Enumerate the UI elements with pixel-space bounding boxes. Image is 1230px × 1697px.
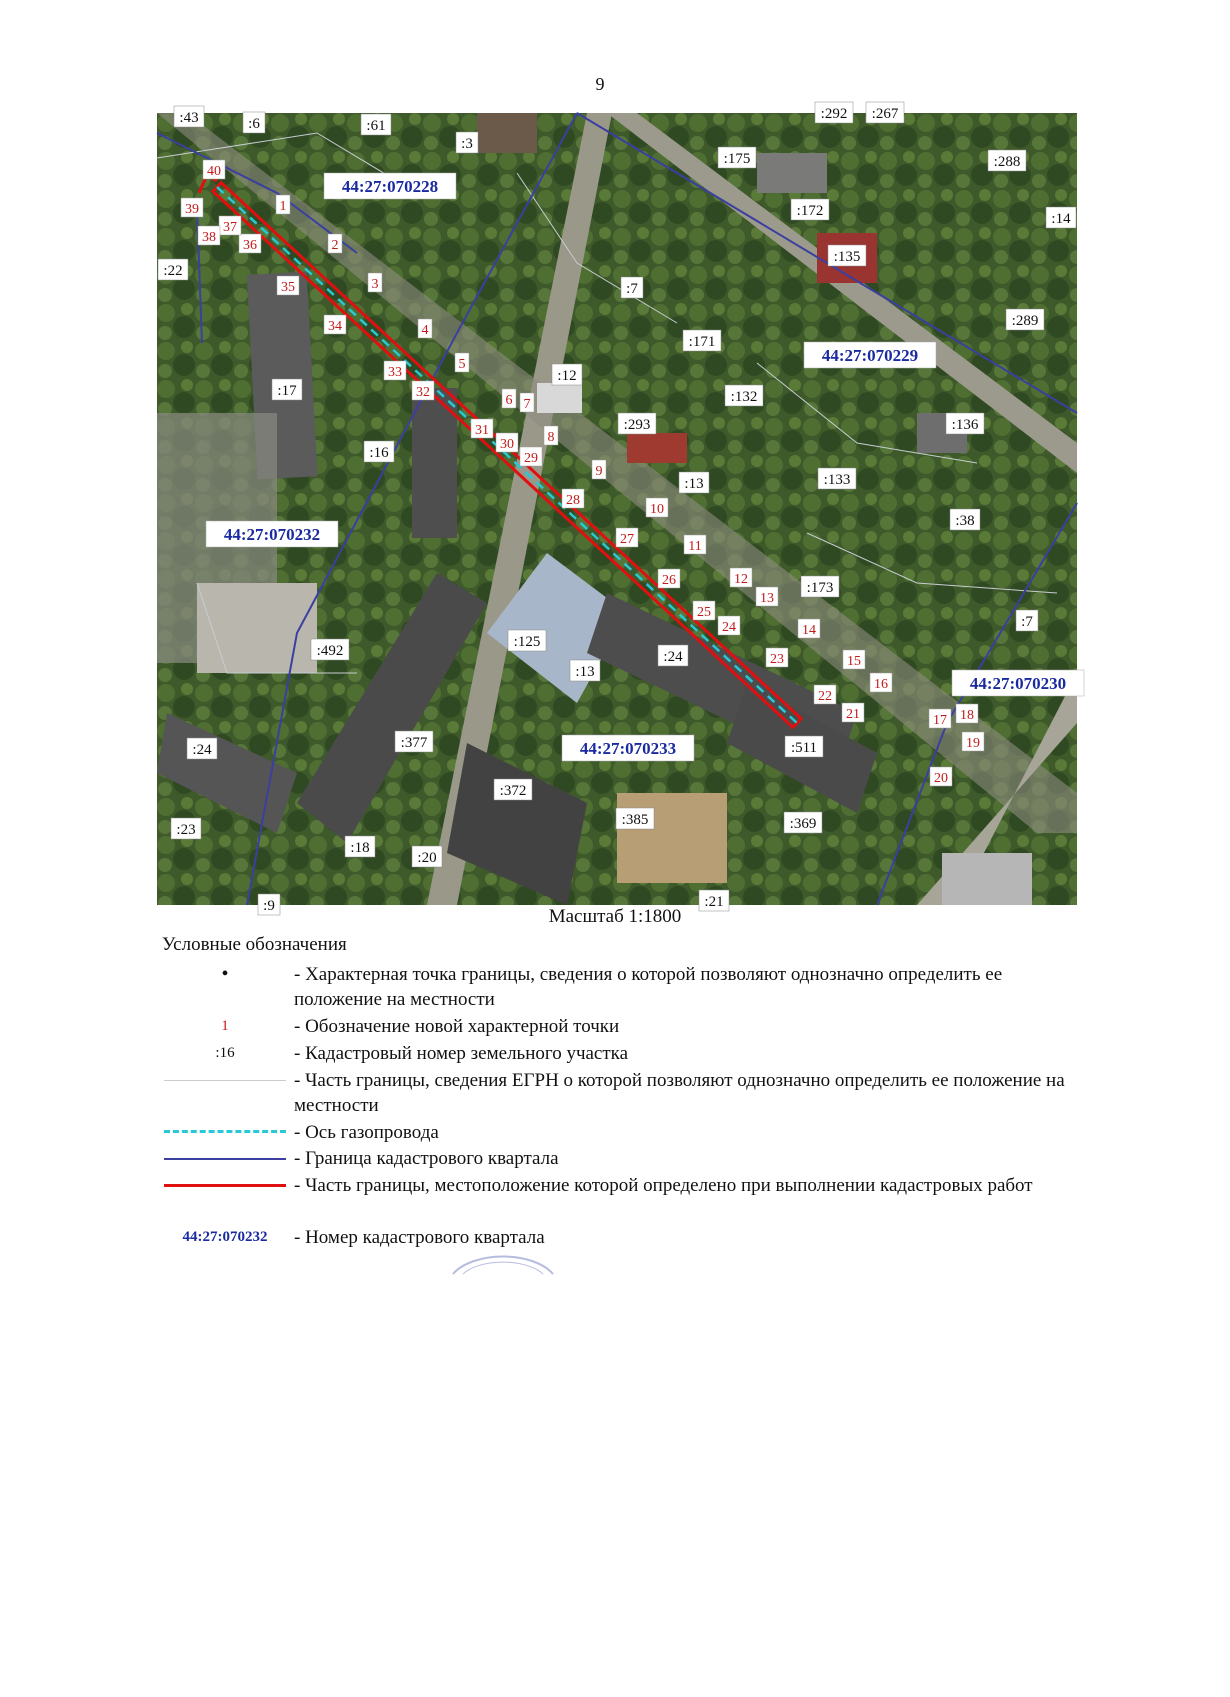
- point-label: 8: [547, 430, 555, 445]
- point-label: 20: [934, 771, 948, 786]
- point-label: 29: [524, 451, 538, 466]
- point-label: 3: [371, 277, 379, 292]
- parcel-label: :173: [806, 580, 834, 596]
- parcel-label: :136: [951, 417, 979, 433]
- point-label: 37: [223, 220, 237, 235]
- legend-red-line-icon: [162, 1173, 288, 1198]
- parcel-label: :61: [366, 118, 386, 134]
- point-label: 17: [933, 713, 947, 728]
- quarter-label: 44:27:070232: [223, 525, 321, 544]
- quarter-label: 44:27:070230: [969, 674, 1067, 693]
- point-label: 19: [966, 736, 980, 751]
- point-label: 6: [505, 393, 513, 408]
- point-label: 40: [207, 164, 221, 179]
- legend-text: - Ось газопровода: [294, 1122, 439, 1143]
- point-label: 18: [960, 708, 974, 723]
- point-label: 39: [185, 202, 199, 217]
- parcel-label: :289: [1011, 313, 1039, 329]
- point-label: 22: [818, 689, 832, 704]
- quarter-label: 44:27:070233: [579, 739, 677, 758]
- point-label: 7: [523, 397, 531, 412]
- legend-parcel-symbol: :16: [215, 1045, 235, 1061]
- parcel-label: :22: [163, 263, 183, 279]
- building-bottom-right: [942, 853, 1032, 905]
- point-label: 15: [847, 654, 861, 669]
- legend-blue-line-icon: [162, 1146, 288, 1171]
- roof-3: [477, 113, 537, 153]
- parcel-label: :12: [557, 368, 577, 384]
- point-label: 33: [388, 365, 402, 380]
- point-label: 2: [331, 238, 339, 253]
- parcel-label: :43: [179, 110, 199, 126]
- point-label: 27: [620, 532, 634, 547]
- parcel-label: :292: [820, 106, 848, 122]
- legend-text: - Часть границы, сведения ЕГРН о которой позволяют однозначно определить ее положение на местности: [294, 1070, 1065, 1116]
- parcel-label: :511: [790, 740, 818, 756]
- parcel-label: :17: [277, 383, 297, 399]
- parcel-label: :175: [723, 151, 751, 167]
- legend-text: - Характерная точка границы, сведения о которой позволяют однозначно определить ее положение на местности: [294, 964, 1003, 1010]
- parcel-label: :267: [871, 106, 899, 122]
- parcel-label: :23: [176, 822, 196, 838]
- legend-new-point-symbol: 1: [221, 1018, 229, 1034]
- point-label: 14: [802, 623, 816, 638]
- parcel-label: :7: [626, 281, 638, 297]
- roof-175: [757, 153, 827, 193]
- point-label: 23: [770, 652, 784, 667]
- parcel-label: :125: [513, 634, 541, 650]
- parcel-label: :21: [704, 894, 724, 910]
- point-label: 26: [662, 573, 676, 588]
- legend-title: Условные обозначения: [162, 934, 347, 955]
- parcel-label: :171: [688, 334, 716, 350]
- point-label: 11: [688, 539, 702, 554]
- map-scale: Масштаб 1:1800: [548, 906, 682, 927]
- point-label: 28: [566, 493, 580, 508]
- stamp-seal: [448, 1236, 558, 1276]
- point-label: 16: [874, 677, 888, 692]
- parcel-label: :13: [684, 476, 704, 492]
- point-label: 38: [202, 230, 216, 245]
- parcel-label: :385: [621, 812, 649, 828]
- legend-dot-icon: •: [221, 963, 229, 985]
- quarter-label: 44:27:070229: [821, 346, 919, 365]
- legend-text: - Часть границы, местоположение которой определено при выполнении кадастровых работ: [294, 1175, 1033, 1196]
- roof-293: [627, 433, 687, 463]
- point-label: 4: [421, 323, 429, 338]
- parcel-label: :20: [417, 850, 437, 866]
- construction-385: [617, 793, 727, 883]
- parcel-label: :492: [316, 643, 344, 659]
- point-label: 13: [760, 591, 774, 606]
- parcel-label: :377: [400, 735, 428, 751]
- roof-12: [537, 383, 582, 413]
- parcel-label: :24: [192, 742, 212, 758]
- point-label: 32: [416, 385, 430, 400]
- parcel-label: :38: [955, 513, 975, 529]
- point-label: 21: [846, 707, 860, 722]
- point-label: 10: [650, 502, 664, 517]
- legend-text: - Номер кадастрового квартала: [294, 1227, 545, 1248]
- point-label: 30: [500, 437, 514, 452]
- parcel-label: :135: [833, 249, 861, 265]
- point-label: 36: [243, 238, 257, 253]
- legend-cyan-dashed-line-icon: [162, 1120, 288, 1145]
- parcel-label: :3: [461, 136, 473, 152]
- legend-quarter-symbol: 44:27:070232: [182, 1229, 268, 1245]
- parcel-label: :24: [663, 649, 683, 665]
- point-label: 24: [722, 620, 736, 635]
- page-number: 9: [595, 74, 605, 94]
- parcel-label: :7: [1021, 614, 1033, 630]
- parcel-label: :13: [575, 664, 595, 680]
- point-label: 5: [458, 357, 466, 372]
- parcel-label: :9: [263, 898, 275, 914]
- parcel-label: :18: [350, 840, 370, 856]
- cadastral-map[interactable]: [157, 106, 1077, 914]
- point-label: 1: [279, 199, 287, 214]
- parcel-label: :172: [796, 203, 824, 219]
- legend-text: - Граница кадастрового квартала: [294, 1148, 559, 1169]
- quarter-label: 44:27:070228: [341, 177, 439, 196]
- legend-text: - Обозначение новой характерной точки: [294, 1016, 620, 1037]
- parcel-label: :288: [993, 154, 1021, 170]
- parcel-label: :14: [1051, 211, 1071, 227]
- parcel-label: :293: [623, 417, 651, 433]
- parcel-label: :372: [499, 783, 527, 799]
- legend-gray-line-icon: [162, 1068, 288, 1093]
- point-label: 25: [697, 605, 711, 620]
- parcel-label: :369: [789, 816, 817, 832]
- point-label: 34: [328, 319, 342, 334]
- parcel-label: :132: [730, 389, 758, 405]
- point-label: 35: [281, 280, 295, 295]
- point-label: 12: [734, 572, 748, 587]
- parcel-label: :16: [369, 445, 389, 461]
- parcel-label: :133: [823, 472, 851, 488]
- parcel-label: :6: [248, 116, 260, 132]
- map-canvas: [157, 106, 1077, 914]
- point-label: 31: [475, 423, 489, 438]
- point-label: 9: [595, 464, 603, 479]
- legend-text: - Кадастровый номер земельного участка: [294, 1043, 629, 1064]
